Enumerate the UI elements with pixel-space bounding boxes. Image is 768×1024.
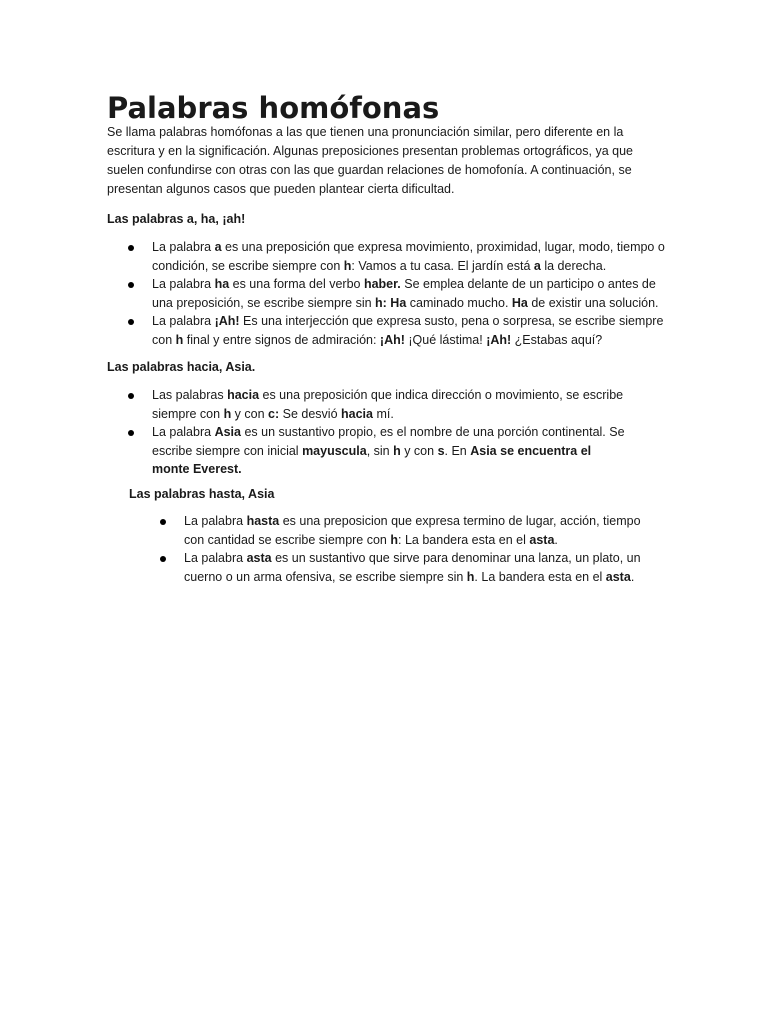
bold-text: h [223, 406, 232, 421]
bold-text: a [214, 240, 222, 254]
bullet-icon [128, 430, 134, 436]
bullet-icon [128, 282, 134, 288]
text-run: La palabra [152, 425, 215, 439]
bold-text: hacia [227, 388, 260, 402]
bold-text: ¡Ah! [214, 314, 240, 328]
bold-text: h [466, 569, 475, 584]
text-run: Se desvió [279, 406, 341, 421]
bold-text: h [175, 332, 184, 347]
text-run: . [630, 569, 635, 584]
bold-text: haber. [363, 277, 401, 291]
text-run: es una preposicion que expresa termino de lugar, acción, tiempo con cantidad se escribe siempre con [184, 514, 641, 547]
text-run: La palabra [152, 240, 215, 254]
bold-text: hasta [246, 514, 280, 528]
text-run: y con [400, 443, 438, 458]
text-run: la derecha. [540, 258, 607, 273]
bold-text: ha [214, 277, 230, 291]
list-item [128, 386, 628, 423]
bullet-icon [160, 556, 166, 562]
bold-text: h: Ha [375, 295, 407, 310]
text-run: La palabra [184, 551, 247, 565]
bold-text: Asia se encuentra el monte Everest. [152, 443, 592, 476]
list-a-ha-ah [128, 238, 668, 349]
bullet-icon [160, 519, 166, 525]
bullet-icon [128, 393, 134, 399]
bold-text: hacia [341, 406, 373, 421]
list-item [128, 423, 628, 479]
text-run: . La bandera esta en el [474, 569, 606, 584]
page-title: Palabras homófonas [107, 91, 440, 125]
bold-text: ¡Ah! [379, 332, 405, 347]
section-heading-a-ha-ah: Las palabras a, ha, ¡ah! [107, 212, 246, 226]
text-run: La palabra [184, 514, 247, 528]
bullet-icon [128, 319, 134, 325]
list-item [128, 312, 668, 349]
list-item [128, 275, 668, 312]
bold-text: asta [529, 532, 555, 547]
text-run: : La bandera esta en el [398, 532, 530, 547]
list-item [160, 549, 660, 586]
intro-paragraph: Se llama palabras homófonas a las que tienen una pronunciación similar, pero diferente en la escritura y en la significación. Algunas preposiciones presentan problemas ortográficos, ya que suelen confundirse con otras con las que guardan relaciones de homofonía. A continuación, se presentan algunos casos que pueden plantear cierta dificultad. [107, 125, 633, 196]
text-run: La palabra [152, 277, 215, 291]
text-run: caminado mucho. [406, 295, 512, 310]
bold-text: c: [268, 406, 280, 421]
text-run: Se emplea delante de un participo o antes de una preposición, se escribe siempre sin [152, 277, 656, 310]
text-run: Las palabras [152, 388, 228, 402]
text-run: La palabra [152, 314, 215, 328]
text-run: es una preposición que expresa movimiento, proximidad, lugar, modo, tiempo o condición, se escribe siempre con [152, 240, 665, 273]
bold-text: h [390, 532, 399, 547]
text-run: es una forma del verbo [229, 277, 364, 291]
bold-text: Asia [214, 425, 241, 439]
bold-text: ¡Ah! [486, 332, 512, 347]
bold-text: a [533, 258, 541, 273]
text-run: es un sustantivo que sirve para denominar una lanza, un plato, un cuerno o un arma ofensiva, se escribe siempre sin [184, 551, 641, 584]
section-heading-hacia-asia: Las palabras hacia, Asia. [107, 360, 256, 374]
text-run: . [554, 532, 558, 547]
text-run: y con [231, 406, 269, 421]
text-run: . En [444, 443, 471, 458]
text-run: mí. [372, 406, 394, 421]
bold-text: asta [605, 569, 631, 584]
bold-text: h [343, 258, 352, 273]
text-run: ¿Estabas aquí? [511, 332, 603, 347]
list-hacia-asia [128, 386, 628, 479]
bold-text: Ha [511, 295, 528, 310]
text-run: es una preposición que indica dirección o movimiento, se escribe siempre con [152, 388, 624, 421]
bold-text: h [393, 443, 401, 458]
bold-text: s [437, 443, 445, 458]
text-run: ¡Qué lástima! [404, 332, 487, 347]
section-heading-hasta-asia: Las palabras hasta, Asia [129, 487, 275, 501]
text-run: : Vamos a tu casa. El jardín está [351, 258, 534, 273]
bullet-icon [128, 245, 134, 251]
list-hasta-asia [160, 512, 660, 586]
text-run: de existir una solución. [527, 295, 659, 310]
text-run: es un sustantivo propio, es el nombre de una porción continental. Se escribe siempre con inicial [152, 425, 625, 458]
text-run: final y entre signos de admiración: [183, 332, 380, 347]
bold-text: mayuscula [302, 443, 367, 458]
text-run: Es una interjección que expresa susto, pena o sorpresa, se escribe siempre con [152, 314, 664, 347]
text-run: , sin [366, 443, 394, 458]
list-item [128, 238, 668, 275]
list-item [160, 512, 660, 549]
bold-text: asta [246, 551, 272, 565]
